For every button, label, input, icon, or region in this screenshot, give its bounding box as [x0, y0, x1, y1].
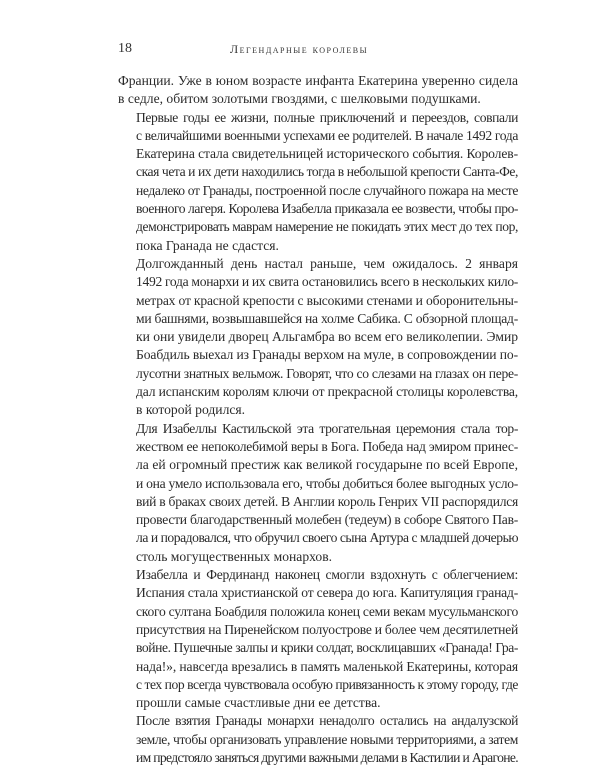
page-header: [118, 41, 513, 61]
text-line: присутствия на Пиренейском полуострове и более чем десятилетней: [136, 621, 518, 637]
text-line: провести благодарственный молебен (тедеум) в соборе Святого Пав-: [136, 512, 519, 528]
text-line: и она умело использовала его, чтобы добиться более выгодных усло-: [136, 475, 518, 491]
text-line: военного лагеря. Королева Изабелла приказала ее возвести, чтобы про-: [136, 201, 519, 217]
text-line: Долгожданный день настал раньше, чем ожидалось. 2 января: [136, 255, 518, 271]
text-line: ская чета и их дети находились тогда в небольшой крепости Санта-Фе,: [136, 164, 518, 180]
text-line: нада!», навсегда врезались в память маленькой Екатерины, которая: [136, 658, 518, 674]
text-line: Франции. Уже в юном возрасте инфанта Екатерина уверенно сидела: [118, 73, 518, 88]
text-line: демонстрировать маврам намерение не покидать этих мест до тех пор,: [136, 219, 519, 235]
text-line: ки они увидели дворец Альгамбра во всем его великолепии. Эмир: [136, 329, 519, 345]
text-line: недалеко от Гранады, построенной после случайного пожара на месте: [136, 182, 518, 198]
text-line: войне. Пушечные залпы и крики солдат, восклицавших «Гранада! Гра-: [136, 640, 519, 656]
paragraph: [118, 109, 518, 255]
text-line: ского султана Боабдиля положила конец семи векам мусульманского: [136, 603, 519, 619]
text-line: Первые годы ее жизни, полные приключений и переездов, совпали: [136, 109, 518, 125]
running-title: Легендарные королевы: [230, 42, 369, 56]
text-line: ла ей огромный престиж как великой государыне по всей Европе,: [136, 457, 518, 473]
text-line: им предстояло заняться другими важными делами в Кастилии и Арагоне.: [136, 749, 518, 765]
text-line: земле, чтобы организовать управление новыми территориями, а затем: [136, 731, 519, 747]
paragraph: [118, 255, 518, 420]
paragraph: [118, 566, 518, 712]
paragraph: [118, 72, 518, 109]
text-line: Боабдиль выехал из Гранады верхом на муле, в сопровождении по-: [136, 347, 518, 363]
text-line: с тех пор всегда чувствовала особую привязанность к этому городу, где: [136, 676, 518, 692]
page-number: 18: [118, 41, 132, 56]
text-line: пока Гранада не сдастся.: [136, 237, 279, 253]
body-text: [118, 72, 518, 767]
text-line: жеством ее непоколебимой веры в Бога. Победа над эмиром принес-: [136, 438, 519, 454]
paragraph: [118, 420, 518, 566]
text-line: столь могущественных монархов.: [136, 548, 333, 564]
text-line: Для Изабеллы Кастильской эта трогательная церемония стала тор-: [136, 420, 518, 436]
text-line: 1492 года монархи и их свита остановились всего в нескольких кило-: [136, 274, 519, 290]
text-line: вий в браках своих детей. В Англии король Генрих VII распорядился: [136, 493, 518, 509]
text-line: в седле, обитом золотыми гвоздями, с шелковыми подушками.: [118, 91, 481, 107]
text-line: Екатерина стала свидетельницей исторического события. Королев-: [136, 146, 519, 162]
text-line: Испания стала христианской от севера до юга. Капитуляция гранад-: [136, 585, 519, 601]
text-line: метрах от красной крепости с высокими стенами и оборонительны-: [136, 292, 518, 308]
text-line: с величайшими военными успехами ее родителей. В начале 1492 года: [136, 127, 518, 143]
text-line: в которой родился.: [136, 402, 246, 418]
text-line: прошли самые счастливые дни ее детства.: [136, 695, 381, 711]
text-line: После взятия Гранады монархи ненадолго остались на андалузской: [136, 713, 518, 729]
text-line: лусотни знатных вельмож. Говорят, что со слезами на глазах он пере-: [136, 365, 518, 381]
text-line: ми башнями, возвышавшейся на холме Сабика. С обзорной площад-: [136, 310, 518, 326]
text-line: Изабелла и Фердинанд наконец смогли вздохнуть с облегчением:: [136, 567, 518, 583]
paragraph: [118, 712, 518, 767]
text-line: ла и порадовался, что обручил своего сына Артура с младшей дочерью: [136, 530, 519, 546]
text-line: дал испанским королям ключи от прекрасной столицы королевства,: [136, 384, 519, 400]
